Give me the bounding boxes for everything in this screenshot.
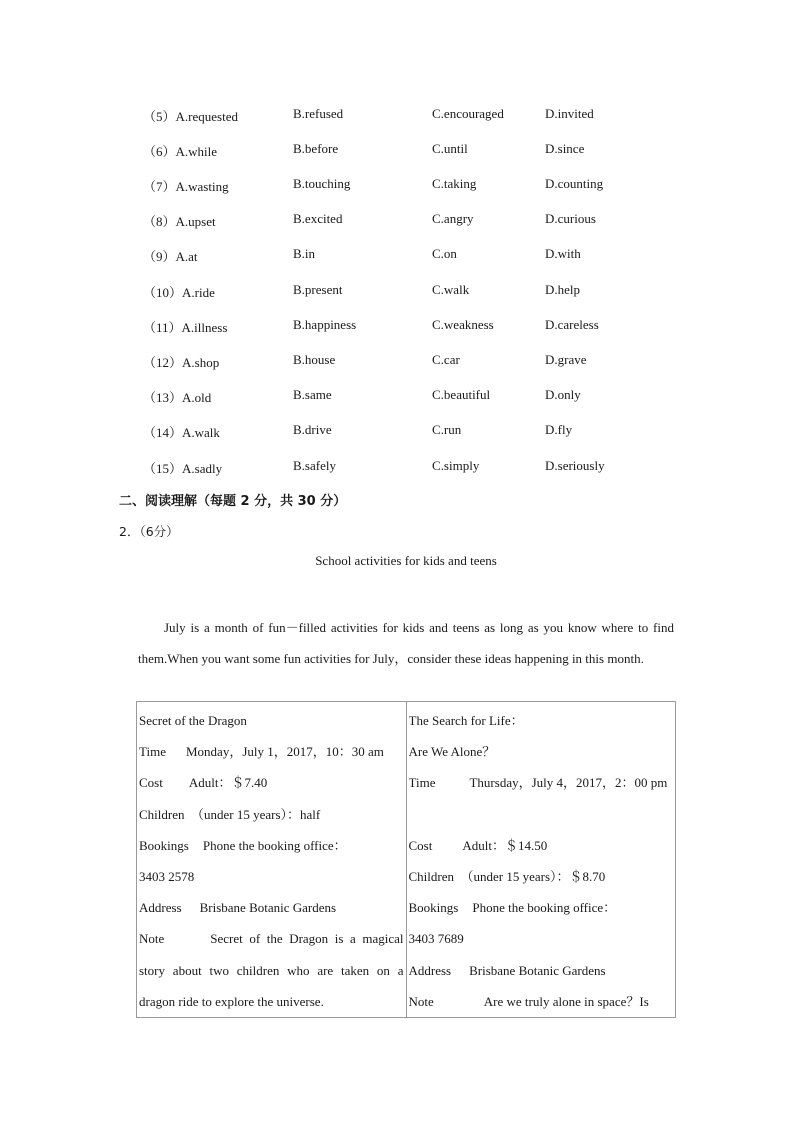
option-b: B.present [293,282,343,297]
event-bookings: Bookings Phone the booking office： [139,837,347,853]
option-c: C.until [432,141,468,156]
question-number-and-option-a: （10）A.ride [143,285,215,300]
option-c: C.angry [432,211,474,226]
events-table [136,701,676,1018]
event-note: Note Are we truly alone in space？Is [408,993,649,1009]
option-d: D.help [545,282,581,297]
event-cost: Cost Adult：＄14.50 [408,837,548,853]
intro-text: July is a month of fun－filled activities for kids and teens as long as you know where to find them.When you want some fun activities for July，consider these ideas happening in this month. [138,620,674,666]
event-phone: 3403 7689 [408,931,464,947]
option-b: B.touching [293,176,351,191]
option-row [0,458,794,478]
event-children: Children （under 15 years）：＄8.70 [408,868,606,884]
event-right-cell [406,702,676,1018]
question-number-and-option-a: （5）A.requested [143,109,238,124]
event-title-continued: Are We Alone？ [408,744,496,760]
option-b: B.refused [293,106,344,121]
event-note: Note Secret of the Dragon is a magical story about two children who are taken on a dragon ride to explore the universe. [139,931,404,1009]
option-d: D.careless [545,317,599,332]
option-c: C.beautiful [432,387,491,402]
option-c: C.on [432,246,457,261]
event-children: Children （under 15 years）：half [139,806,321,822]
question-number-and-option-a: （11）A.illness [143,320,228,335]
option-c: C.run [432,422,462,437]
option-row [0,176,794,196]
option-row [0,422,794,442]
option-d: D.grave [545,352,587,367]
option-row [0,387,794,407]
option-row [0,246,794,266]
option-c: C.taking [432,176,477,191]
option-d: D.counting [545,176,604,191]
option-b: B.in [293,246,316,261]
question-number-and-option-a: （6）A.while [143,144,218,159]
event-address: Address Brisbane Botanic Gardens [139,900,337,916]
event-cost: Cost Adult：＄7.40 [139,775,268,791]
option-b: B.excited [293,211,343,226]
option-b: B.drive [293,422,332,437]
event-address: Address Brisbane Botanic Gardens [408,962,606,978]
option-b: B.before [293,141,339,156]
option-b: B.safely [293,458,336,473]
option-b: B.happiness [293,317,357,332]
question-number-and-option-a: （12）A.shop [143,355,220,370]
option-c: C.weakness [432,317,494,332]
question-number-and-option-a: （7）A.wasting [143,179,229,194]
question-number-and-option-a: （14）A.walk [143,425,220,440]
option-row [0,317,794,337]
event-left-cell [137,702,407,1018]
question-number: 2．（6分） [119,524,179,539]
option-d: D.fly [545,422,573,437]
option-b: B.same [293,387,332,402]
option-c: C.car [432,352,460,367]
option-row [0,211,794,231]
section-title: 二、阅读理解（每题 2 分，共 30 分） [119,494,347,509]
option-d: D.seriously [545,458,605,473]
question-number-and-option-a: （15）A.sadly [143,461,223,476]
event-time: Time Monday，July 1，2017，10：30 am [139,744,384,760]
event-phone: 3403 2578 [139,868,195,884]
option-row [0,352,794,372]
option-d: D.curious [545,211,596,226]
question-number-and-option-a: （8）A.upset [143,214,216,229]
option-d: D.with [545,246,581,261]
passage-title: School activities for kids and teens [315,553,497,568]
option-d: D.invited [545,106,594,121]
option-d: D.since [545,141,585,156]
option-row [0,141,794,161]
option-d: D.only [545,387,581,402]
option-row [0,106,794,126]
option-b: B.house [293,352,336,367]
option-row [0,282,794,302]
option-c: C.simply [432,458,480,473]
question-number-and-option-a: （13）A.old [143,390,212,405]
event-title: The Search for Life： [408,713,524,728]
event-time: Time Thursday，July 4，2017，2：00 pm [408,775,668,791]
event-bookings: Bookings Phone the booking office： [408,900,617,916]
option-c: C.encouraged [432,106,504,121]
intro-paragraph [138,612,674,674]
question-number-and-option-a: （9）A.at [143,249,198,264]
event-title: Secret of the Dragon [139,713,247,728]
option-c: C.walk [432,282,470,297]
